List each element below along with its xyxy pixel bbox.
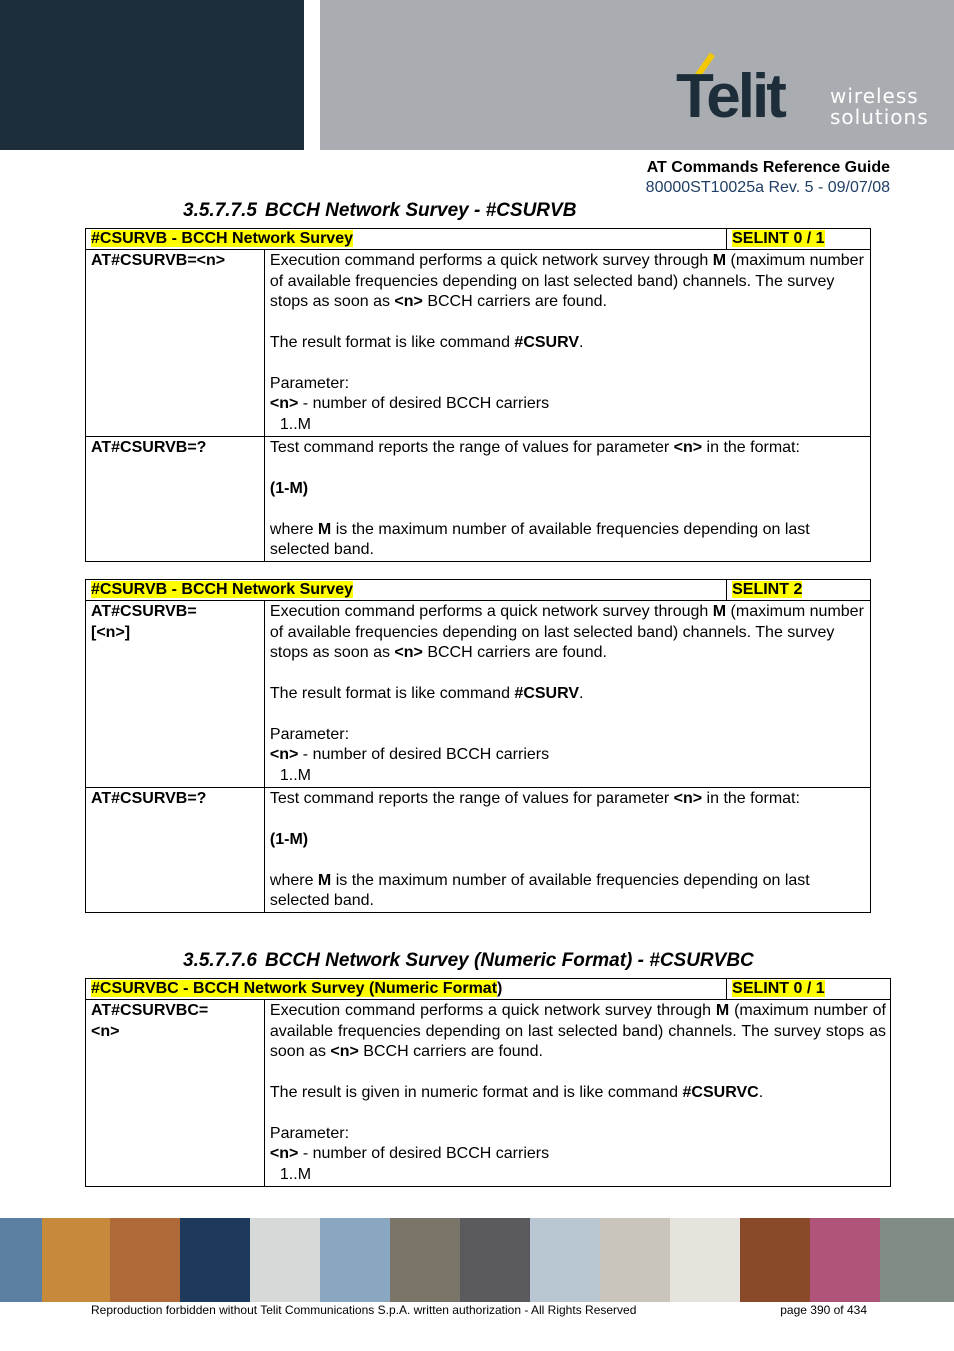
photo-tile [0,1218,42,1302]
range-format: (1-M) [269,830,309,848]
selint-badge: SELINT 0 / 1 [732,980,825,997]
photo-tile [600,1218,670,1302]
photo-tile [460,1218,530,1302]
range-format: (1-M) [269,479,309,497]
section-heading-csurvbc [183,950,754,972]
command-table-csurvbc-selint01: #CSURVBC - BCCH Network Survey (Numeric Format) SELINT 0 / 1 AT#CSURVBC= <n> Execution command performs a quick network survey through M (maximum number of available frequencies depending on last selected band) channels. The survey stops as soon as <n> BCCH carriers are found. The result is given in numeric format and is like command #CSURVC. Parameter: <n> - number of desired BCCH carriers 1..M [85,978,891,1187]
photo-tile [180,1218,250,1302]
telit-logo [676,52,826,132]
header-dark-panel [0,0,304,150]
test-command-syntax: AT#CSURVB=? [86,437,265,562]
photo-tile [880,1218,954,1302]
document-title: AT Commands Reference Guide [646,159,890,176]
parameter-range: 1..M [279,766,312,784]
photo-tile [42,1218,110,1302]
command-syntax: AT#CSURVB=<n> [86,250,265,437]
photo-tile [530,1218,600,1302]
command-table-csurvb-selint2 [85,579,871,913]
command-description: Execution command performs a quick network survey through M (maximum number of available frequencies depending on last selected band) channels. The survey stops as soon as <n> BCCH carriers are found. The result is given in numeric format and is like command #CSURVC. Parameter: <n> - number of desired BCCH carriers 1..M [264,1000,890,1187]
test-command-description: Test command reports the range of values for parameter <n> in the format: (1-M) where M is the maximum number of available frequencies depending on last selected band. [264,788,870,913]
command-table-csurvb-selint01 [85,228,871,562]
command-syntax: AT#CSURVB= [<n>] [86,601,265,788]
parameter-range: 1..M [279,415,312,433]
parameter-name: <n> [269,395,299,413]
section-title: BCCH Network Survey - #CSURVB [264,200,577,221]
photo-tile [390,1218,460,1302]
section-heading-csurvb [183,200,576,222]
table-header-title: #CSURVB - BCCH Network Survey [91,581,353,598]
parameter-label: Parameter: [269,1124,350,1142]
parameter-name: <n> [269,1145,299,1163]
photo-tile [810,1218,880,1302]
selint-badge: SELINT 2 [732,581,803,598]
table-header-title: #CSURVBC - BCCH Network Survey (Numeric Format [91,980,498,997]
footer-photo-strip [0,1218,954,1302]
document-id: 80000ST10025a Rev. 5 - 09/07/08 [645,179,890,196]
command-syntax: AT#CSURVBC= <n> [86,1000,265,1187]
test-command-syntax: AT#CSURVB=? [86,788,265,913]
logo-tagline [830,86,929,128]
parameter-name: <n> [269,746,299,764]
photo-tile [250,1218,320,1302]
tagline-line-2: solutions [830,105,929,129]
photo-tile [320,1218,390,1302]
logo-wordmark: Telit [676,62,784,131]
photo-tile [110,1218,180,1302]
photo-tile [670,1218,740,1302]
tagline-line-1: wireless [830,84,919,108]
command-description: Execution command performs a quick network survey through M (maximum number of available frequencies depending on last selected band) channels. The survey stops as soon as <n> BCCH carriers are found. The result format is like command #CSURV. Parameter: <n> - number of desired BCCH carriers 1..M [264,601,870,788]
footer-page-number: page 390 of 434 [780,1303,867,1317]
parameter-range: 1..M [279,1165,312,1183]
section-title: BCCH Network Survey (Numeric Format) - #CSURVBC [264,950,754,971]
parameter-label: Parameter: [269,725,350,743]
command-description: Execution command performs a quick network survey through M (maximum number of available frequencies depending on last selected band) channels. The survey stops as soon as <n> BCCH carriers are found. The result format is like command #CSURV. Parameter: <n> - number of desired BCCH carriers 1..M [264,250,870,437]
selint-badge: SELINT 0 / 1 [732,230,825,247]
footer [91,1303,867,1317]
footer-copyright: Reproduction forbidden without Telit Communications S.p.A. written authorization - All Rights Reserved [91,1303,637,1317]
photo-tile [740,1218,810,1302]
test-command-description: Test command reports the range of values for parameter <n> in the format: (1-M) where M is the maximum number of available frequencies depending on last selected band. [264,437,870,562]
table-header-title: #CSURVB - BCCH Network Survey [91,230,353,247]
parameter-label: Parameter: [269,374,350,392]
section-number: 3.5.7.7.5 [183,200,257,221]
section-number: 3.5.7.7.6 [183,950,257,971]
